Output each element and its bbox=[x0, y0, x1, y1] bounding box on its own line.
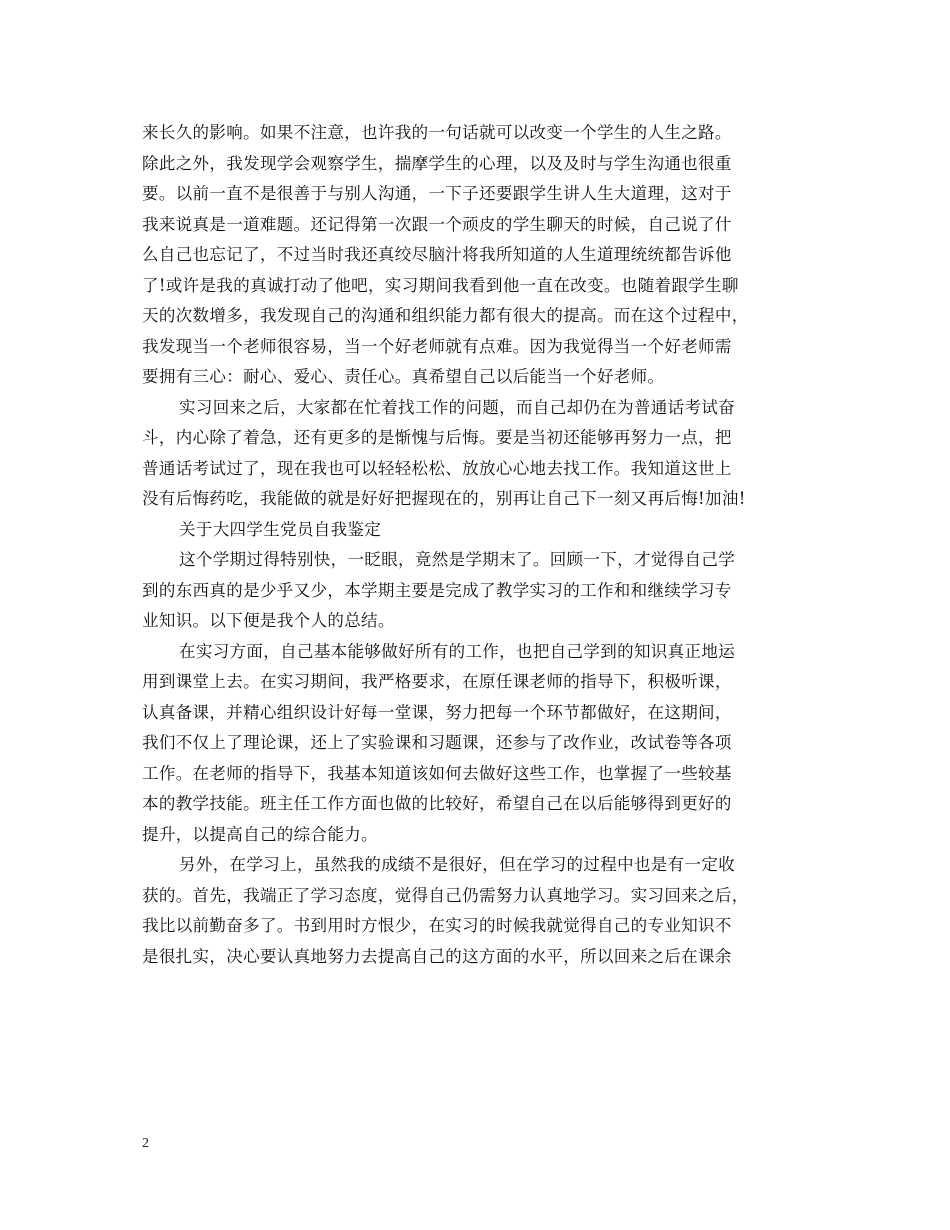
text-line: 除此之外，我发现学会观察学生，揣摩学生的心理，以及及时与学生沟通也很重 bbox=[142, 153, 732, 173]
text-line: 在实习方面，自己基本能够做好所有的工作，也把自己学到的知识真正地运 bbox=[179, 641, 736, 661]
text-line: 我来说真是一道难题。还记得第一次跟一个顽皮的学生聊天的时候，自己说了什 bbox=[142, 214, 732, 234]
text-line: 获的。首先，我端正了学习态度，觉得自己仍需努力认真地学习。实习回来之后， bbox=[142, 885, 749, 905]
text-line: 没有后悔药吃，我能做的就是好好把握现在的，别再让自己下一刻又再后悔!加油! bbox=[142, 489, 746, 508]
text-line: 另外，在学习上，虽然我的成绩不是很好，但在学习的过程中也是有一定收 bbox=[179, 855, 736, 874]
text-line: 要拥有三心：耐心、爱心、责任心。真希望自己以后能当一个好老师。 bbox=[142, 367, 665, 386]
text-line: 本的教学技能。班主任工作方面也做的比较好，希望自己在以后能够得到更好的 bbox=[142, 794, 732, 813]
text-line: 到的东西真的是少乎又少，本学期主要是完成了教学实习的工作和和继续学习专 bbox=[142, 580, 732, 600]
section-heading: 关于大四学生党员自我鉴定 bbox=[179, 519, 382, 539]
text-line: 来长久的影响。如果不注意，也许我的一句话就可以改变一个学生的人生之路。 bbox=[142, 123, 732, 142]
body-text bbox=[142, 118, 818, 972]
text-line: 实习回来之后，大家都在忙着找工作的问题，而自己却仍在为普通话考试奋 bbox=[179, 397, 736, 417]
text-line: 我发现当一个老师很容易，当一个好老师就有点难。因为我觉得当一个好老师需 bbox=[142, 336, 732, 356]
text-line: 工作。在老师的指导下，我基本知道该如何去做好这些工作，也掌握了一些较基 bbox=[142, 763, 732, 783]
text-line: 这个学期过得特别快，一眨眼，竟然是学期末了。回顾一下，才觉得自己学 bbox=[179, 550, 736, 569]
text-line: 认真备课，并精心组织设计好每一堂课，努力把每一个环节都做好，在这期间， bbox=[142, 702, 732, 722]
text-line: 要。以前一直不是很善于与别人沟通，一下子还要跟学生讲人生大道理，这对于 bbox=[142, 184, 732, 203]
text-line: 了!或许是我的真诚打动了他吧，实习期间我看到他一直在改变。也随着跟学生聊 bbox=[142, 275, 739, 295]
text-line: 我比以前勤奋多了。书到用时方恨少，在实习的时候我就觉得自己的专业知识不 bbox=[142, 916, 732, 935]
text-line: 我们不仅上了理论课，还上了实验课和习题课，还参与了改作业，改试卷等各项 bbox=[142, 733, 732, 752]
page-number: 2 bbox=[142, 1136, 149, 1151]
text-line: 么自己也忘记了，不过当时我还真绞尽脑汁将我所知道的人生道理统统都告诉他 bbox=[142, 245, 732, 264]
text-line: 天的次数增多，我发现自己的沟通和组织能力都有很大的提高。而在这个过程中， bbox=[142, 306, 749, 325]
text-line: 是很扎实，决心要认真地努力去提高自己的这方面的水平，所以回来之后在课余 bbox=[142, 946, 732, 966]
text-line: 提升，以提高自己的综合能力。 bbox=[142, 824, 378, 844]
text-line: 业知识。以下便是我个人的总结。 bbox=[142, 611, 395, 630]
text-line: 普通话考试过了，现在我也可以轻轻松松、放放心心地去找工作。我知道这世上 bbox=[142, 458, 732, 478]
text-line: 斗，内心除了着急，还有更多的是惭愧与后悔。要是当初还能够再努力一点，把 bbox=[142, 428, 732, 447]
text-line: 用到课堂上去。在实习期间，我严格要求，在原任课老师的指导下，积极听课， bbox=[142, 672, 732, 691]
